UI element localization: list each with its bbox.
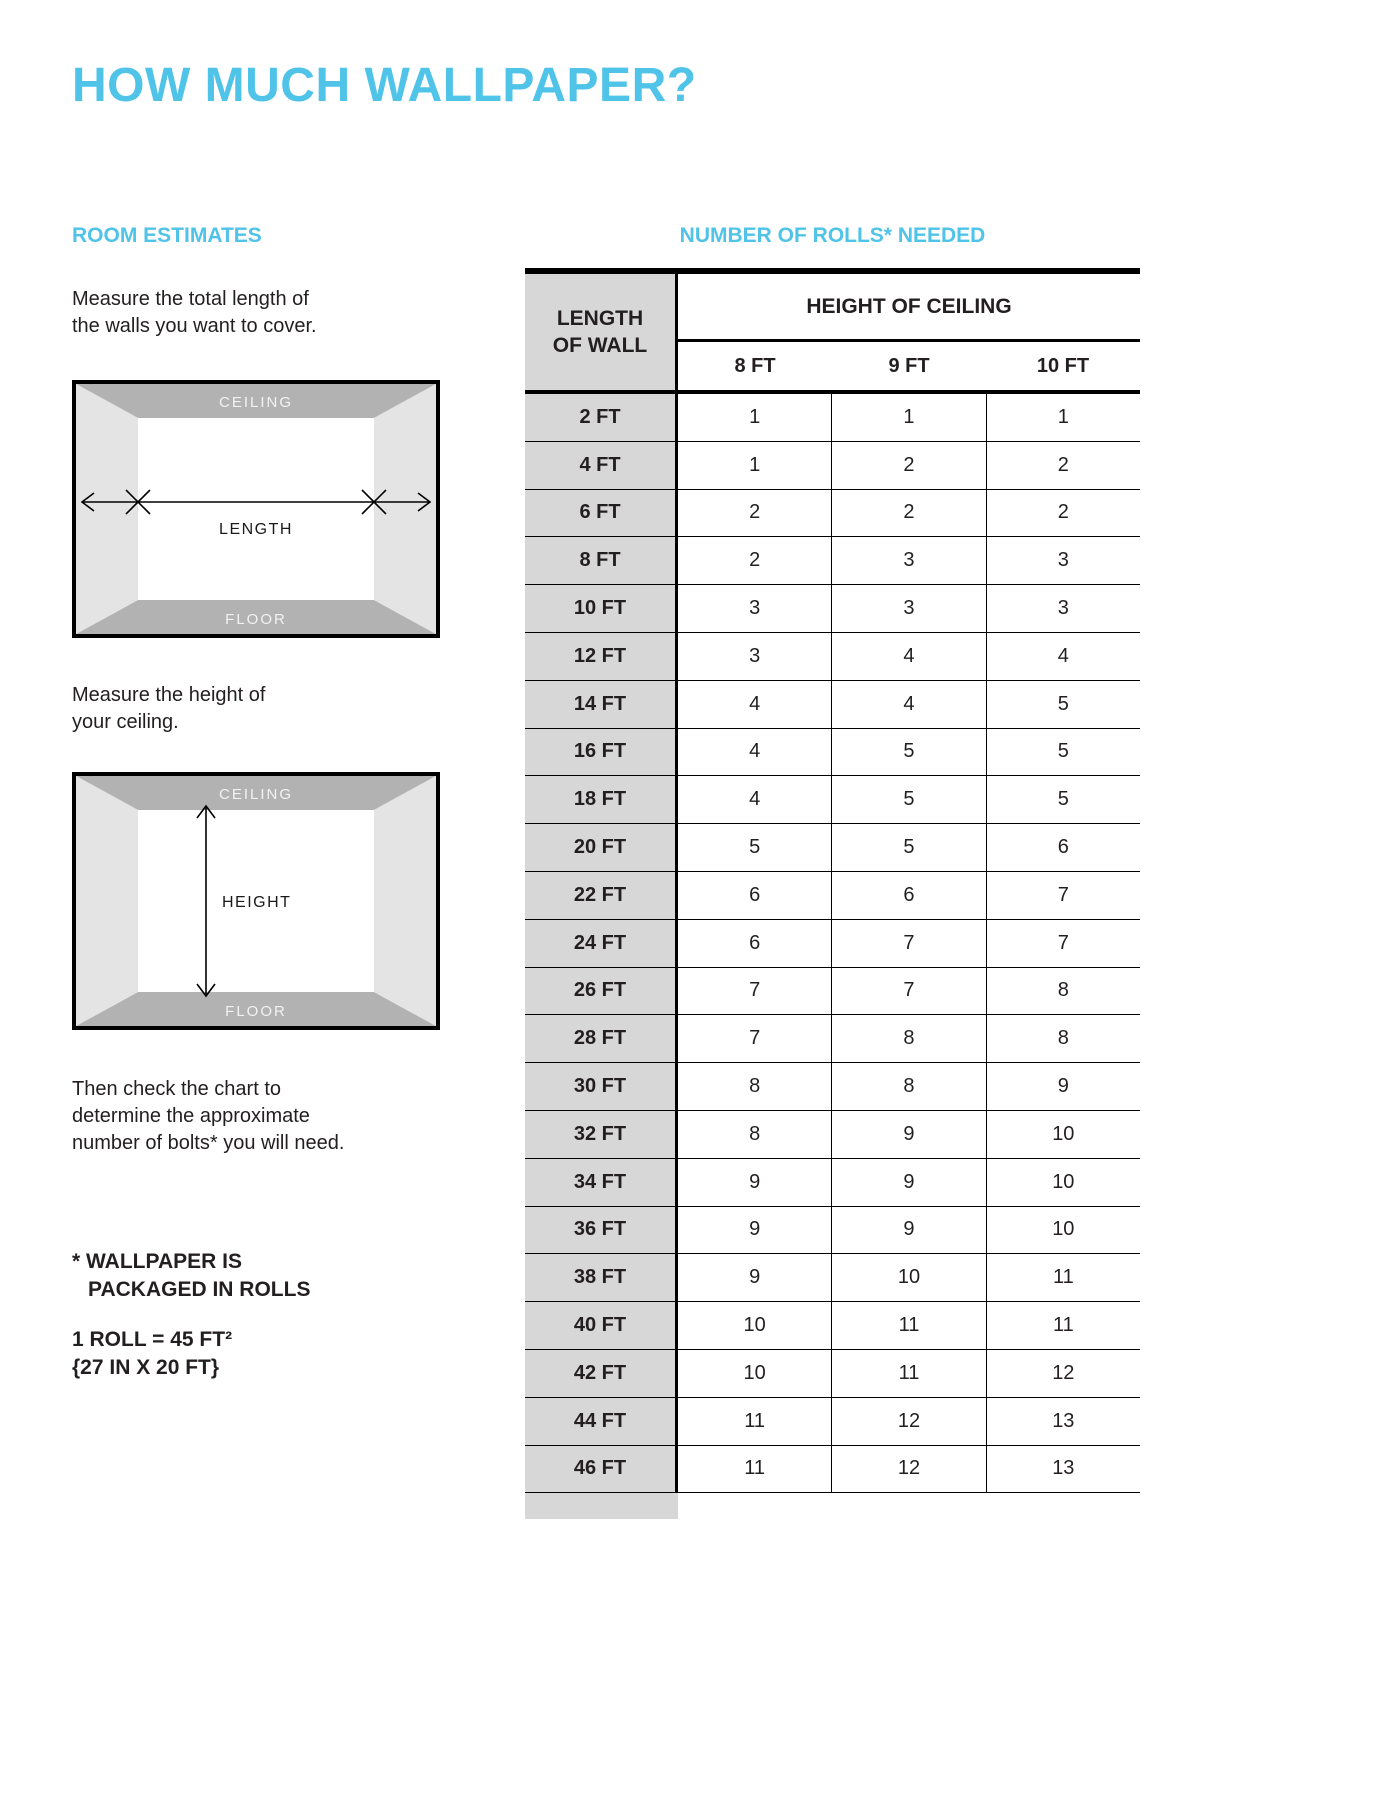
wall-length-label: 32 FT (525, 1111, 678, 1158)
roll-count-cell: 9 (1057, 1075, 1069, 1098)
check-chart-paragraph (72, 1076, 344, 1157)
roll-count-cell: 1 (832, 394, 986, 441)
paragraph-line: Measure the height of (72, 684, 266, 706)
roll-count-cell: 1 (1057, 405, 1069, 428)
roll-count-cell: 10 (832, 1254, 986, 1301)
paragraph-line: your ceiling. (72, 711, 179, 733)
wall-length-label: 6 FT (525, 490, 678, 537)
roll-count-cell: 3 (832, 537, 986, 584)
note-line: PACKAGED IN ROLLS (88, 1278, 311, 1302)
roll-count-cell: 13 (1052, 1457, 1075, 1480)
table-row (525, 1159, 1140, 1207)
measure-height-paragraph (72, 682, 265, 736)
roll-count-cell: 8 (1057, 1027, 1069, 1050)
length-measure-label: LENGTH (219, 521, 293, 538)
roll-count-cell: 6 (678, 872, 832, 919)
roll-count-cell: 2 (832, 442, 986, 489)
height-of-ceiling-header: HEIGHT OF CEILING (678, 274, 1140, 342)
roll-count-cell: 4 (832, 633, 986, 680)
rolls-needed-table (525, 268, 1140, 1519)
roll-count-cell: 5 (1057, 740, 1069, 763)
table-row (525, 1015, 1140, 1063)
left-wall-panel (76, 384, 138, 634)
table-row (525, 1446, 1140, 1494)
roll-count-cell: 12 (1052, 1361, 1075, 1384)
roll-count-cell: 7 (678, 1015, 832, 1062)
roll-count-cell: 5 (832, 729, 986, 776)
length-room-diagram-svg (76, 384, 436, 634)
roll-count-cell: 7 (832, 920, 986, 967)
roll-count-cell: 9 (678, 1254, 832, 1301)
roll-count-cell: 2 (678, 490, 832, 537)
roll-count-cell: 2 (1057, 453, 1069, 476)
roll-count-cell: 5 (832, 824, 986, 871)
roll-count-cell: 5 (1057, 788, 1069, 811)
roll-count-cell: 7 (678, 968, 832, 1015)
roll-count-cell: 6 (1057, 836, 1069, 859)
table-row (525, 1111, 1140, 1159)
roll-count-cell: 4 (832, 681, 986, 728)
ceiling-height-column-header: 10 FT (1036, 354, 1090, 377)
table-row (525, 490, 1140, 538)
table-body (525, 394, 1140, 1493)
paragraph-line: the walls you want to cover. (72, 315, 317, 337)
roll-count-cell: 3 (1057, 549, 1069, 572)
roll-count-cell: 2 (1057, 501, 1069, 524)
table-row (525, 920, 1140, 968)
wall-length-label: 14 FT (525, 681, 678, 728)
wall-length-label: 20 FT (525, 824, 678, 871)
roll-count-cell: 4 (1057, 644, 1069, 667)
roll-count-cell: 5 (678, 824, 832, 871)
roll-count-cell: 3 (678, 633, 832, 680)
height-measure-label: HEIGHT (222, 894, 292, 911)
paragraph-line: Measure the total length of (72, 288, 309, 310)
wall-length-label: 12 FT (525, 633, 678, 680)
roll-count-cell: 7 (1057, 883, 1069, 906)
table-header (525, 274, 1140, 394)
right-wall-panel (374, 384, 436, 634)
table-row (525, 1302, 1140, 1350)
length-of-wall-header (525, 274, 678, 390)
table-row (525, 824, 1140, 872)
rolls-needed-heading: NUMBER OF ROLLS* NEEDED (679, 224, 986, 247)
wall-length-label: 16 FT (525, 729, 678, 776)
wallpaper-rolls-note (72, 1248, 310, 1305)
wall-length-label: 26 FT (525, 968, 678, 1015)
wall-length-label: 10 FT (525, 585, 678, 632)
roll-count-cell: 10 (678, 1350, 832, 1397)
ceiling-label: CEILING (218, 786, 294, 803)
roll-count-cell: 1 (678, 442, 832, 489)
header-line: LENGTH (556, 306, 644, 330)
roll-size-note (72, 1326, 232, 1383)
roll-count-cell: 8 (832, 1063, 986, 1110)
table-row (525, 633, 1140, 681)
roll-count-cell: 3 (832, 585, 986, 632)
table-row (525, 442, 1140, 490)
wall-length-label: 44 FT (525, 1398, 678, 1445)
table-row (525, 729, 1140, 777)
roll-count-cell: 11 (678, 1446, 832, 1493)
table-row (525, 776, 1140, 824)
wall-length-label: 8 FT (525, 537, 678, 584)
roll-size-line: {27 IN X 20 FT} (72, 1356, 220, 1380)
roll-size-line: 1 ROLL = 45 FT² (72, 1328, 233, 1351)
header-line: OF WALL (552, 334, 648, 357)
roll-count-cell: 10 (1052, 1122, 1075, 1145)
wall-length-label: 30 FT (525, 1063, 678, 1110)
paragraph-line: determine the approximate (72, 1105, 310, 1127)
roll-count-cell: 7 (832, 968, 986, 1015)
roll-count-cell: 11 (678, 1398, 832, 1445)
roll-count-cell: 12 (832, 1446, 986, 1493)
wall-length-label: 46 FT (525, 1446, 678, 1493)
length-room-diagram (72, 380, 440, 638)
height-room-diagram (72, 772, 440, 1030)
ceiling-label: CEILING (218, 394, 294, 411)
room-estimates-heading: ROOM ESTIMATES (72, 224, 262, 247)
height-room-diagram-svg (76, 776, 436, 1026)
paragraph-line: number of bolts* you will need. (72, 1132, 345, 1154)
ceiling-height-column-header: 9 FT (888, 354, 930, 377)
table-row (525, 968, 1140, 1016)
roll-count-cell: 4 (678, 776, 832, 823)
roll-count-cell: 5 (832, 776, 986, 823)
wall-length-label: 34 FT (525, 1159, 678, 1206)
roll-count-cell: 9 (832, 1159, 986, 1206)
wall-length-label: 42 FT (525, 1350, 678, 1397)
roll-count-cell: 11 (1052, 1266, 1074, 1289)
ceiling-height-subheader-row (678, 342, 1140, 390)
table-row (525, 1398, 1140, 1446)
table-row (525, 1063, 1140, 1111)
roll-count-cell: 9 (678, 1207, 832, 1254)
wall-length-label: 40 FT (525, 1302, 678, 1349)
wall-length-label: 4 FT (525, 442, 678, 489)
roll-count-cell: 8 (678, 1063, 832, 1110)
roll-count-cell: 8 (1057, 979, 1069, 1002)
table-row (525, 585, 1140, 633)
roll-count-cell: 8 (678, 1111, 832, 1158)
roll-count-cell: 11 (832, 1350, 986, 1397)
height-arrow (197, 806, 215, 996)
roll-count-cell: 2 (678, 537, 832, 584)
height-of-ceiling-header-group (678, 274, 1140, 390)
roll-count-cell: 10 (1052, 1170, 1075, 1193)
note-line: * WALLPAPER IS (72, 1250, 242, 1273)
wall-length-label: 24 FT (525, 920, 678, 967)
roll-count-cell: 2 (832, 490, 986, 537)
roll-count-cell: 3 (1057, 597, 1069, 620)
wall-length-label: 22 FT (525, 872, 678, 919)
table-row (525, 1207, 1140, 1255)
table-row (525, 872, 1140, 920)
table-label-column-stub (525, 1493, 678, 1519)
page-title: HOW MUCH WALLPAPER? (72, 59, 697, 112)
floor-label: FLOOR (225, 1003, 287, 1020)
wall-length-label: 36 FT (525, 1207, 678, 1254)
floor-label: FLOOR (225, 611, 287, 628)
roll-count-cell: 11 (832, 1302, 986, 1349)
table-row (525, 394, 1140, 442)
wall-length-label: 28 FT (525, 1015, 678, 1062)
roll-count-cell: 6 (678, 920, 832, 967)
wall-length-label: 2 FT (525, 394, 678, 441)
table-row (525, 681, 1140, 729)
table-row (525, 1254, 1140, 1302)
measure-length-paragraph (72, 286, 317, 340)
roll-count-cell: 5 (1057, 692, 1069, 715)
roll-count-cell: 13 (1052, 1409, 1075, 1432)
roll-count-cell: 9 (678, 1159, 832, 1206)
roll-count-cell: 4 (678, 681, 832, 728)
roll-count-cell: 6 (832, 872, 986, 919)
roll-count-cell: 9 (832, 1207, 986, 1254)
wall-length-label: 38 FT (525, 1254, 678, 1301)
table-row (525, 1350, 1140, 1398)
roll-count-cell: 4 (678, 729, 832, 776)
wall-length-label: 18 FT (525, 776, 678, 823)
ceiling-height-column-header: 8 FT (734, 354, 776, 377)
roll-count-cell: 1 (678, 394, 832, 441)
roll-count-cell: 12 (832, 1398, 986, 1445)
right-wall-panel (374, 776, 436, 1026)
roll-count-cell: 9 (832, 1111, 986, 1158)
roll-count-cell: 3 (678, 585, 832, 632)
table-row (525, 537, 1140, 585)
paragraph-line: Then check the chart to (72, 1078, 282, 1100)
roll-count-cell: 11 (1052, 1314, 1074, 1337)
left-wall-panel (76, 776, 138, 1026)
roll-count-cell: 10 (1052, 1218, 1075, 1241)
roll-count-cell: 7 (1057, 931, 1069, 954)
roll-count-cell: 8 (832, 1015, 986, 1062)
roll-count-cell: 10 (678, 1302, 832, 1349)
